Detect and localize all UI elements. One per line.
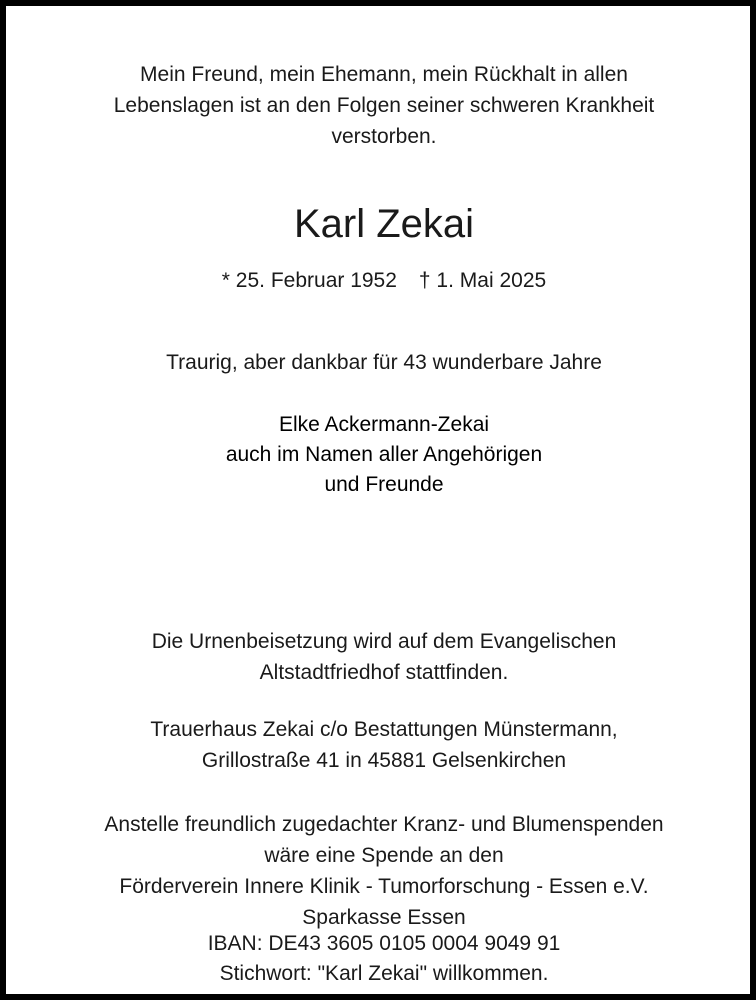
- life-dates: [6, 265, 756, 296]
- deceased-name: Karl Zekai: [293, 202, 475, 246]
- intro-line: Lebenslagen ist an den Folgen seiner schweren Krankheit: [113, 94, 655, 117]
- intro-line: Mein Freund, mein Ehemann, mein Rückhalt in allen: [140, 63, 628, 86]
- donation-line: Sparkasse Essen: [302, 906, 466, 929]
- intro-line: verstorben.: [331, 125, 437, 148]
- address-line: Grillostraße 41 in 45881 Gelsenkirchen: [201, 749, 567, 772]
- signature-line: und Freunde: [324, 473, 444, 496]
- dedication-line: Traurig, aber dankbar für 43 wunderbare Jahre: [166, 351, 602, 374]
- donation-line: wäre eine Spende an den: [264, 844, 504, 867]
- donation-line: Stichwort: "Karl Zekai" willkommen.: [219, 962, 549, 985]
- burial-line: Altstadtfriedhof stattfinden.: [259, 661, 509, 684]
- signature-line: Elke Ackermann-Zekai: [278, 413, 490, 436]
- donation-line: Förderverein Innere Klinik - Tumorforschung - Essen e.V.: [119, 875, 649, 898]
- burial-line: Die Urnenbeisetzung wird auf dem Evangelischen: [151, 630, 617, 653]
- donation-line: IBAN: DE43 3605 0105 0004 9049 91: [207, 932, 561, 955]
- signature-line: auch im Namen aller Angehörigen: [225, 443, 543, 466]
- address-line: Trauerhaus Zekai c/o Bestattungen Münstermann,: [150, 718, 618, 741]
- donation-line: Anstelle freundlich zugedachter Kranz- und Blumenspenden: [104, 813, 664, 836]
- death-date: † 1. Mai 2025: [418, 269, 547, 292]
- birth-date: * 25. Februar 1952: [221, 269, 397, 292]
